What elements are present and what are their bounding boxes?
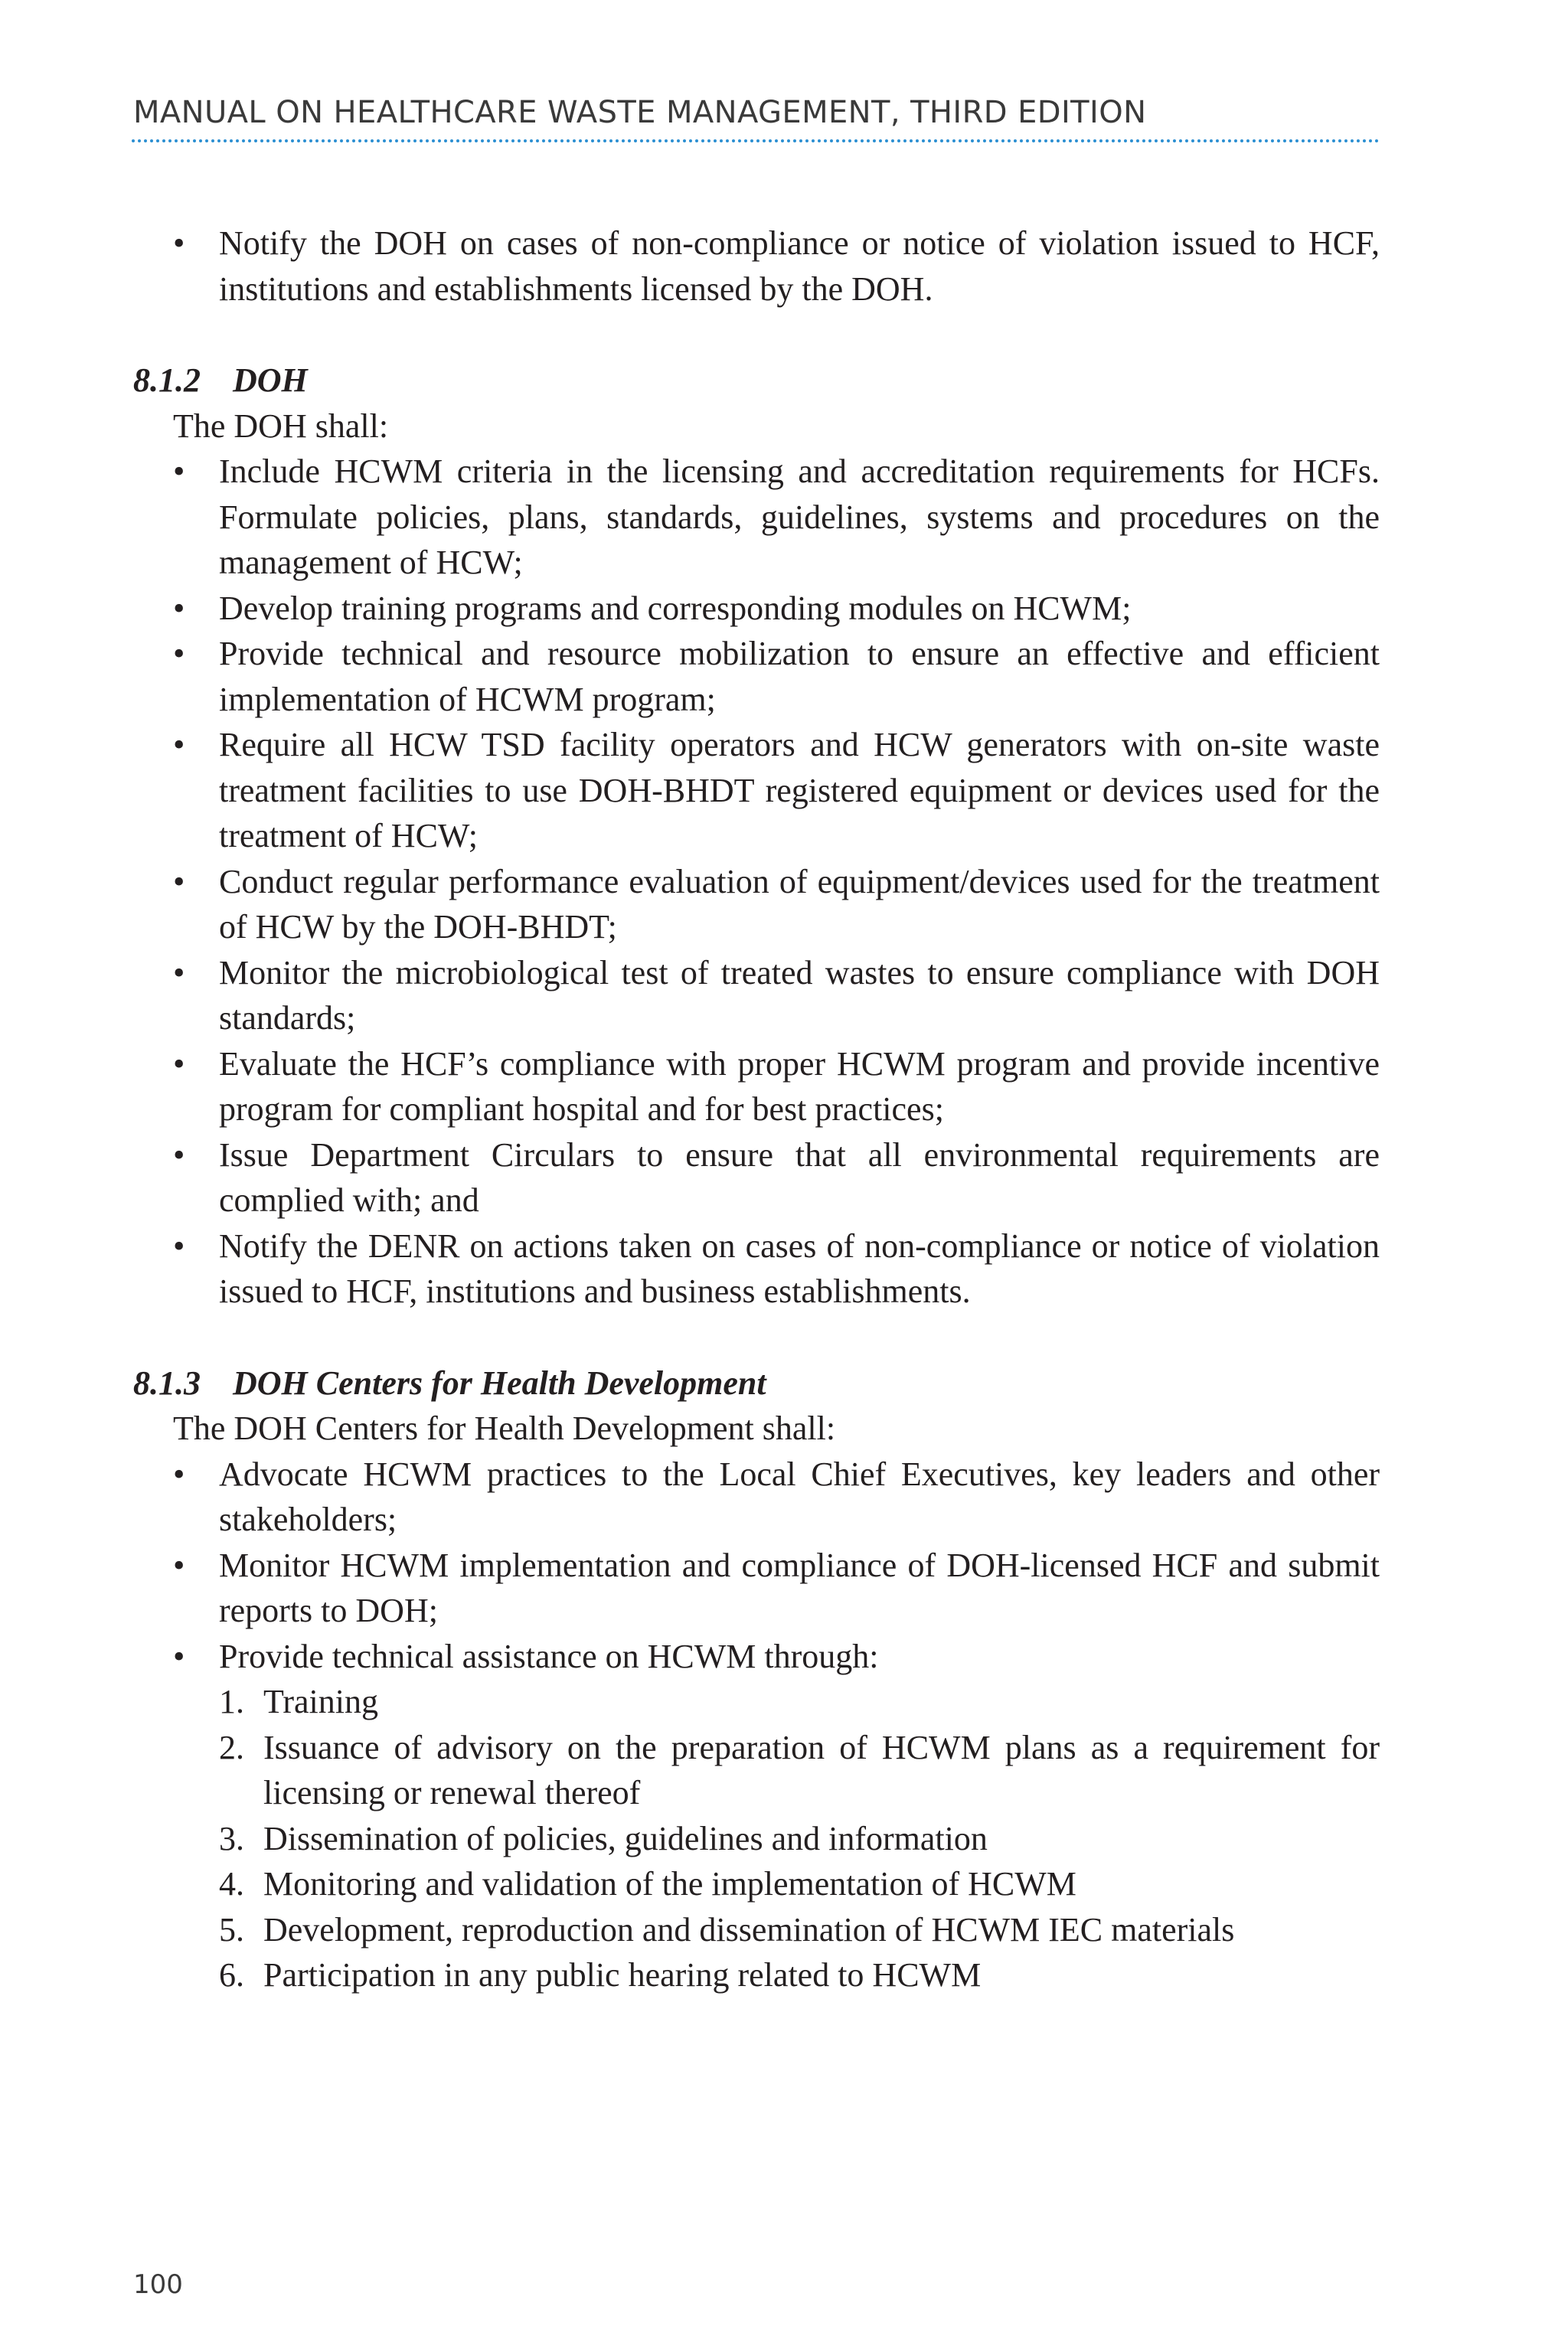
section-title: DOH Centers for Health Development xyxy=(233,1364,766,1402)
numbered-item xyxy=(219,1725,1380,1816)
numbered-item xyxy=(219,1952,1380,1998)
numbered-item xyxy=(219,1679,1380,1725)
doh-duties-list xyxy=(173,449,1380,1315)
section-title: DOH xyxy=(233,361,308,399)
list-item: • Conduct regular performance evaluation of equipment/devices used for the treatment of HCW by the DOH-BHDT; xyxy=(173,859,1380,950)
item-number: 6. xyxy=(219,1956,244,1994)
list-item: • Include HCWM criteria in the licensing and accreditation requirements for HCFs. Formulate policies, plans, standards, guidelines, systems and procedures on the management of HCW; xyxy=(173,449,1380,586)
section-intro: The DOH shall: xyxy=(173,407,389,445)
list-item: • Notify the DOH on cases of non-compliance or notice of violation issued to HCF, institutions and establishments licensed by the DOH. xyxy=(173,220,1380,312)
section-number: 8.1.2 xyxy=(133,361,201,399)
section-number: 8.1.3 xyxy=(133,1364,201,1402)
item-number: 4. xyxy=(219,1865,244,1903)
section-heading-8-1-3 xyxy=(133,1361,1380,1406)
item-text: Issuance of advisory on the preparation of HCWM plans as a requirement for licensing or renewal thereof xyxy=(263,1728,1380,1811)
list-item: • Monitor the microbiological test of treated wastes to ensure compliance with DOH standards; xyxy=(173,950,1380,1041)
item-text: Dissemination of policies, guidelines and information xyxy=(263,1819,988,1857)
technical-assistance-list xyxy=(219,1679,1380,1998)
list-item: • Issue Department Circulars to ensure that all environmental requirements are complied with; and xyxy=(173,1132,1380,1223)
section-intro: The DOH Centers for Health Development shall: xyxy=(173,1410,836,1447)
item-text: Development, reproduction and dissemination of HCWM IEC materials xyxy=(263,1910,1235,1949)
list-item: • Monitor HCWM implementation and compliance of DOH-licensed HCF and submit reports to DOH; xyxy=(173,1543,1380,1634)
item-text: Training xyxy=(263,1683,378,1720)
page-body xyxy=(133,220,1380,1998)
item-number: 3. xyxy=(219,1819,244,1857)
chd-duties-list xyxy=(173,1452,1380,1680)
item-text: Monitoring and validation of the implementation of HCWM xyxy=(263,1865,1076,1903)
numbered-item xyxy=(219,1816,1380,1862)
header-dotted-rule xyxy=(132,139,1380,142)
list-item: • Notify the DENR on actions taken on cases of non-compliance or notice of violation issued to HCF, institutions and business establishments. xyxy=(173,1223,1380,1315)
item-text: Participation in any public hearing related to HCWM xyxy=(263,1956,982,1994)
header-title: MANUAL ON HEALTHCARE WASTE MANAGEMENT, THIRD EDITION xyxy=(133,95,1147,130)
list-item: • Provide technical assistance on HCWM through: xyxy=(173,1634,1380,1680)
item-number: 5. xyxy=(219,1910,244,1949)
numbered-item xyxy=(219,1907,1380,1953)
page-number: 100 xyxy=(133,2269,183,2300)
numbered-item xyxy=(219,1861,1380,1907)
list-item: • Require all HCW TSD facility operators and HCW generators with on-site waste treatment facilities to use DOH-BHDT registered equipment or devices used for the treatment of HCW; xyxy=(173,722,1380,859)
item-number: 2. xyxy=(219,1728,244,1766)
list-item: • Provide technical and resource mobilization to ensure an effective and efficient implementation of HCWM program; xyxy=(173,631,1380,722)
section-heading-8-1-2 xyxy=(133,358,1380,403)
list-item: • Evaluate the HCF’s compliance with proper HCWM program and provide incentive program for compliant hospital and for best practices; xyxy=(173,1041,1380,1132)
list-item: • Develop training programs and corresponding modules on HCWM; xyxy=(173,586,1380,632)
item-number: 1. xyxy=(219,1683,244,1720)
list-item: • Advocate HCWM practices to the Local Chief Executives, key leaders and other stakeholders; xyxy=(173,1452,1380,1543)
lead-bullet-list xyxy=(173,220,1380,312)
